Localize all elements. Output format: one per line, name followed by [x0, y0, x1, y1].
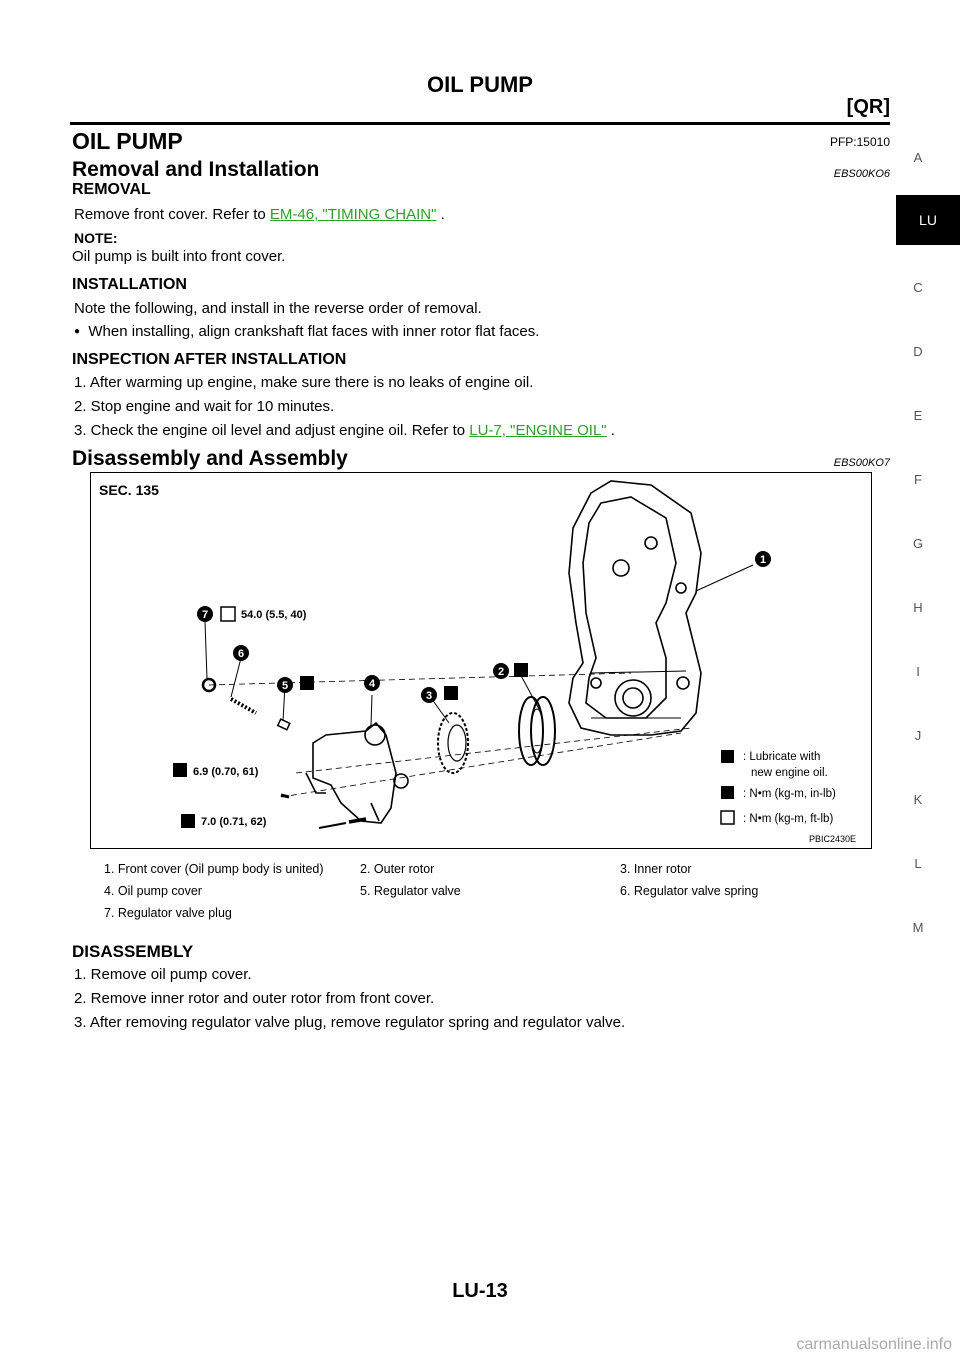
side-tab-active[interactable]: LU — [896, 195, 960, 245]
note-label: NOTE: — [74, 230, 118, 246]
side-tab-m[interactable]: M — [912, 920, 924, 935]
exploded-diagram — [90, 472, 872, 849]
caption-7: 7. Regulator valve plug — [104, 906, 232, 920]
callout-6 — [233, 645, 249, 661]
removal-text-pre: Remove front cover. Refer to — [74, 206, 270, 223]
callout-3-label: 3 — [425, 690, 433, 702]
watermark: carmanualsonline.info — [796, 1336, 952, 1353]
callout-4-label: 4 — [368, 678, 376, 690]
front-cover-drawing — [569, 481, 701, 735]
header-rule — [70, 122, 890, 125]
torque-top-label: 54.0 (5.5, 40) — [241, 609, 307, 621]
page-header-title: OIL PUMP — [427, 72, 533, 97]
callout-2-label: 2 — [497, 666, 505, 678]
caption-6: 6. Regulator valve spring — [620, 884, 759, 898]
page-number: LU-13 — [452, 1280, 508, 1302]
side-tab-i[interactable]: I — [916, 664, 920, 679]
removal-heading: REMOVAL — [72, 181, 151, 198]
lu7-link[interactable]: LU-7, "ENGINE OIL" — [469, 422, 607, 439]
side-tab-l[interactable]: L — [914, 856, 922, 871]
disassembly-step-2: 2. Remove inner rotor and outer rotor from front cover. — [74, 990, 435, 1007]
callout-markers — [197, 551, 771, 703]
disassembly-step-3: 3. After removing regulator valve plug, remove regulator spring and regulator valve. — [74, 1014, 626, 1031]
disassembly-step-1: 1. Remove oil pump cover. — [74, 966, 252, 983]
pfp-code: PFP:15010 — [829, 135, 890, 149]
torque-bot-label: 7.0 (0.71, 62) — [201, 816, 267, 828]
installation-bullet — [74, 323, 539, 340]
oil-can-icon — [444, 686, 458, 700]
bullet-icon: ● — [74, 326, 81, 337]
sec-label: SEC. 135 — [99, 482, 159, 498]
oil-pump-cover-drawing — [306, 723, 408, 823]
caption-3: 3. Inner rotor — [620, 862, 692, 876]
caption-4: 4. Oil pump cover — [104, 884, 202, 898]
torque-wrench-icon — [721, 811, 734, 824]
legend-lubricate-line1: : Lubricate with — [743, 751, 821, 763]
side-tab-j[interactable]: J — [914, 728, 922, 743]
figure-ref-code: PBIC2430E — [808, 834, 856, 844]
torque-wrench-icon — [221, 607, 235, 621]
caption-1: 1. Front cover (Oil pump body is united) — [104, 862, 324, 876]
side-tab-c[interactable]: C — [913, 280, 923, 295]
caption-5: 5. Regulator valve — [360, 884, 461, 898]
oil-can-icon — [300, 676, 314, 690]
callout-4 — [364, 675, 380, 691]
installation-bullet-text: When installing, align crankshaft flat faces with inner rotor flat faces. — [88, 323, 540, 340]
disassembly-assembly-code: EBS00KO7 — [833, 457, 890, 469]
inspection-step-2: 2. Stop engine and wait for 10 minutes. — [74, 398, 335, 415]
outer-rotor-drawing — [519, 697, 555, 765]
note-text: Oil pump is built into front cover. — [72, 248, 286, 265]
disassembly-heading: DISASSEMBLY — [72, 942, 194, 961]
regulator-parts-drawing — [203, 679, 290, 730]
legend-lubricate-line2: new engine oil. — [751, 767, 828, 779]
callout-leaders — [205, 565, 753, 725]
callout-2 — [493, 663, 509, 679]
callout-7-label: 7 — [201, 609, 209, 621]
side-tab-g[interactable]: G — [912, 536, 924, 551]
side-tab-h[interactable]: H — [913, 600, 923, 615]
removal-text-post: . — [436, 206, 445, 223]
torque-wrench-icon — [721, 786, 734, 799]
torque-wrench-icon — [173, 763, 187, 777]
inspection-step-3 — [74, 422, 615, 439]
removal-installation-heading: Removal and Installation — [72, 158, 320, 181]
torque-mid-label: 6.9 (0.70, 61) — [193, 766, 259, 778]
installation-text: Note the following, and install in the reverse order of removal. — [74, 300, 482, 317]
inspection-step-1: 1. After warming up engine, make sure there is no leaks of engine oil. — [74, 374, 534, 391]
disassembly-assembly-heading: Disassembly and Assembly — [72, 447, 348, 470]
removal-installation-code: EBS00KO6 — [833, 168, 890, 180]
caption-2: 2. Outer rotor — [360, 862, 435, 876]
installation-heading: INSTALLATION — [72, 276, 187, 293]
callout-3 — [421, 687, 437, 703]
inspection-step-3-post: . — [606, 422, 615, 439]
legend-torque-inlb: : N•m (kg-m, in-lb) — [743, 788, 836, 800]
callout-1-label: 1 — [759, 554, 767, 566]
side-tab-k[interactable]: K — [913, 792, 923, 807]
em46-link[interactable]: EM-46, "TIMING CHAIN" — [269, 206, 437, 223]
callout-1 — [755, 551, 771, 567]
torque-wrench-icon — [181, 814, 195, 828]
callout-6-label: 6 — [237, 648, 245, 660]
side-tab-f[interactable]: F — [914, 472, 922, 487]
inner-rotor-drawing — [438, 713, 468, 773]
exploded-diagram-svg — [91, 473, 871, 848]
side-tab-d[interactable]: D — [913, 344, 923, 359]
side-tab-a[interactable]: A — [913, 150, 923, 165]
callout-5 — [277, 677, 293, 693]
removal-text — [74, 206, 445, 223]
legend-torque-ftlb: : N•m (kg-m, ft-lb) — [743, 813, 834, 825]
oil-can-icon — [721, 750, 734, 763]
inspection-step-3-pre: 3. Check the engine oil level and adjust engine oil. Refer to — [74, 422, 470, 439]
callout-5-label: 5 — [281, 680, 289, 692]
section-code: [QR] — [846, 96, 890, 118]
callout-7 — [197, 606, 213, 622]
main-heading: OIL PUMP — [72, 128, 183, 154]
figure-legend — [721, 750, 836, 825]
inspection-heading: INSPECTION AFTER INSTALLATION — [72, 351, 347, 368]
oil-can-icon — [514, 663, 528, 677]
side-tab-e[interactable]: E — [913, 408, 923, 423]
